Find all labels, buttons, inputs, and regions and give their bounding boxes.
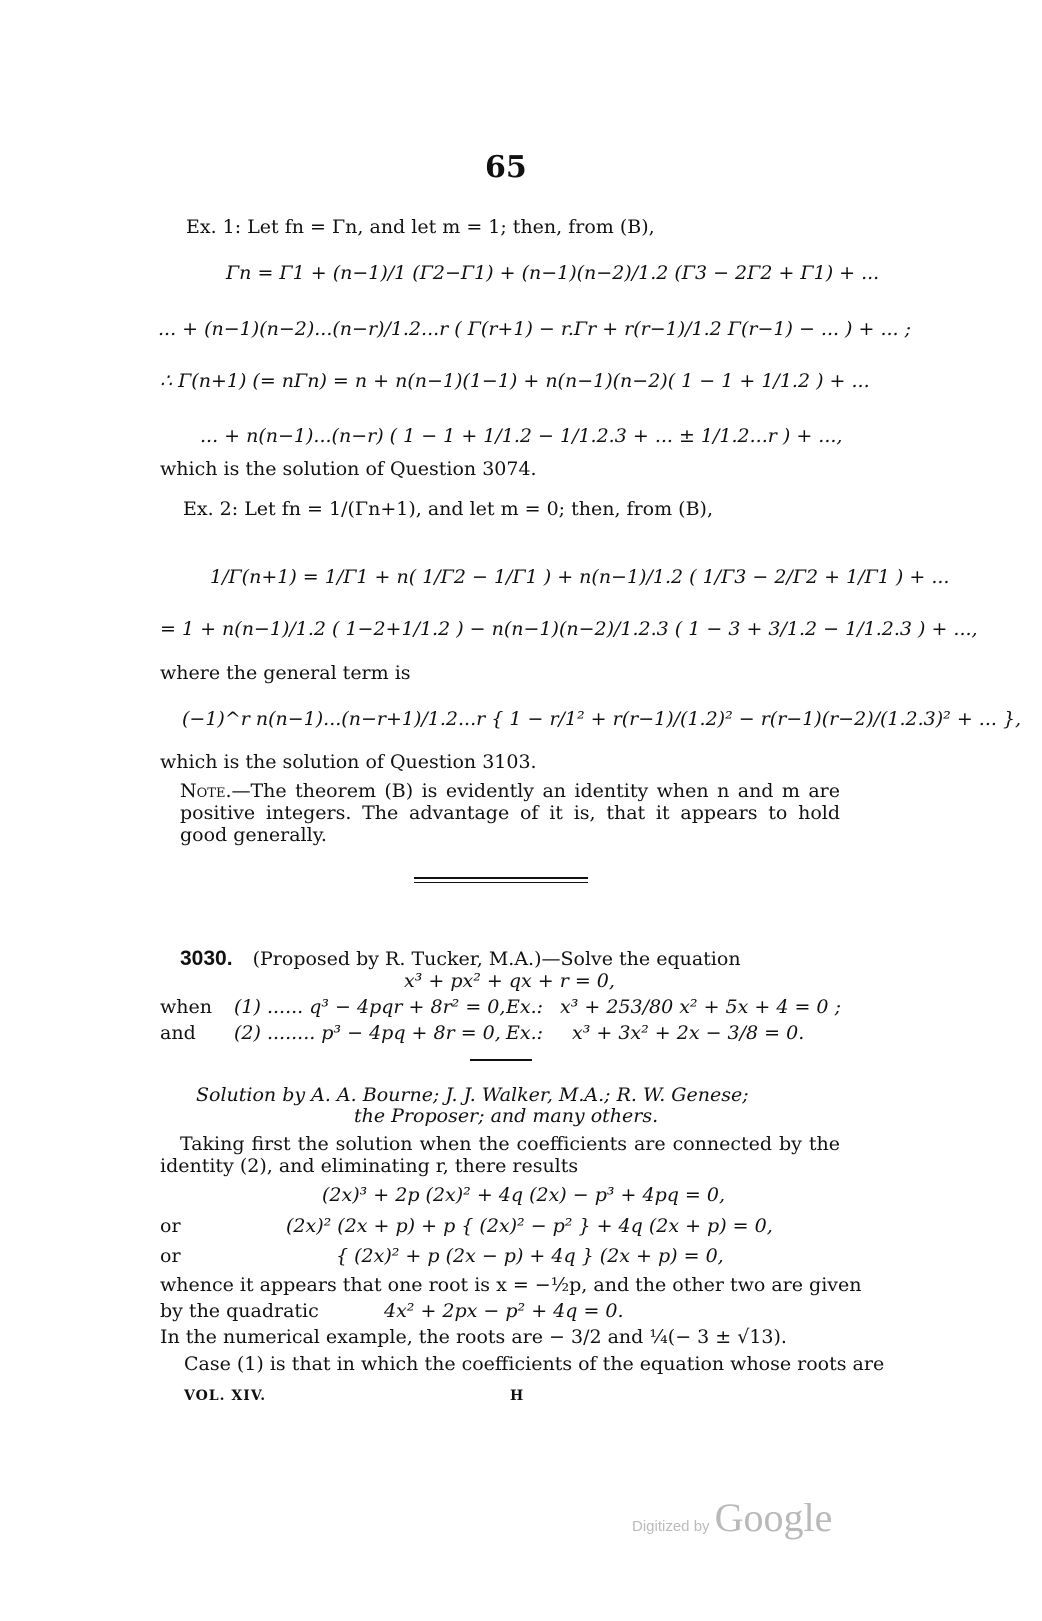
solution-paragraph-3: In the numerical example, the roots are − 3/2 and ¼(− 3 ± √13). — [160, 1326, 787, 1348]
ex2-equation-2: = 1 + n(n−1)/1.2 ( 1−2+1/1.2 ) − n(n−1)(n−2)/1.2.3 ( 1 − 3 + 3/1.2 − 1/1.2.3 ) + ..., — [160, 618, 978, 640]
solution-paragraph-4: Case (1) is that in which the coefficients of the equation whose roots are — [184, 1353, 885, 1375]
section-divider-top — [414, 877, 588, 879]
digitized-watermark — [632, 1494, 832, 1541]
page-number: 65 — [485, 150, 527, 185]
section-divider-bottom — [414, 882, 588, 883]
question-equation: x³ + px² + qx + r = 0, — [404, 970, 615, 992]
solution-step-3: { (2x)² + p (2x − p) + 4q } (2x + p) = 0, — [336, 1245, 724, 1267]
ex1-intro: Ex. 1: Let fn = Γn, and let m = 1; then, from (B), — [186, 216, 655, 238]
solution-paragraph-1: Taking first the solution when the coefficients are connected by the identity (2), and eliminating r, there results — [160, 1133, 840, 1177]
condition-2-example: x³ + 3x² + 2x − 3/8 = 0. — [572, 1022, 805, 1044]
solution-byline-2: the Proposer; and many others. — [354, 1105, 659, 1127]
solution-step-1: (2x)³ + 2p (2x)² + 4q (2x) − p³ + 4pq = 0, — [322, 1184, 726, 1206]
footer-signature: H — [510, 1388, 525, 1404]
google-logo: Google — [714, 1495, 833, 1540]
ex1-equation-1: Γn = Γ1 + (n−1)/1 (Γ2−Γ1) + (n−1)(n−2)/1.2 (Γ3 − 2Γ2 + Γ1) + ... — [226, 262, 880, 284]
condition-1: (1) ...... q³ − 4pqr + 8r² = 0, — [234, 996, 506, 1018]
ex1-equation-4: ... + n(n−1)...(n−r) ( 1 − 1 + 1/1.2 − 1/1.2.3 + ... ± 1/1.2...r ) + ..., — [200, 425, 843, 447]
solution-byline-1: Solution by A. A. Bourne; J. J. Walker, M.A.; R. W. Genese; — [196, 1084, 749, 1106]
footer-volume: VOL. XIV. — [184, 1388, 267, 1404]
ex2-general-term: (−1)^r n(n−1)...(n−r+1)/1.2...r { 1 − r/1² + r(r−1)/(1.2)² − r(r−1)(r−2)/(1.2.3)² + ... }, — [182, 708, 1022, 730]
condition-1-example: x³ + 253/80 x² + 5x + 4 = 0 ; — [560, 996, 841, 1018]
watermark-small-text: Digitized by — [632, 1518, 710, 1535]
note-label: Note. — [180, 780, 232, 802]
ex2-intro: Ex. 2: Let fn = 1/(Γn+1), and let m = 0; then, from (B), — [183, 498, 713, 520]
solution-quadratic: 4x² + 2px − p² + 4q = 0. — [384, 1300, 624, 1322]
short-divider — [470, 1059, 532, 1061]
condition-1-example-label: Ex.: — [506, 996, 544, 1018]
or-label-1: or — [160, 1215, 181, 1237]
condition-2: (2) ........ p³ − 4pq + 8r = 0, — [234, 1022, 501, 1044]
question-proposer: (Proposed by R. Tucker, M.A.)—Solve the equation — [252, 948, 741, 970]
question-number: 3030. — [180, 947, 233, 970]
when-label: when — [160, 996, 212, 1018]
solution-paragraph-2a: whence it appears that one root is x = −½p, and the other two are given — [160, 1274, 862, 1296]
ex1-equation-2: ... + (n−1)(n−2)...(n−r)/1.2...r ( Γ(r+1) − r.Γr + r(r−1)/1.2 Γ(r−1) − ... ) + ... ; — [158, 318, 912, 340]
ex2-equation-1: 1/Γ(n+1) = 1/Γ1 + n( 1/Γ2 − 1/Γ1 ) + n(n−1)/1.2 ( 1/Γ3 − 2/Γ2 + 1/Γ1 ) + ... — [210, 566, 950, 588]
solution-step-2: (2x)² (2x + p) + p { (2x)² − p² } + 4q (2x + p) = 0, — [286, 1215, 773, 1237]
ex1-conclusion: which is the solution of Question 3074. — [160, 458, 537, 480]
or-label-2: or — [160, 1245, 181, 1267]
ex1-equation-3: ∴ Γ(n+1) (= nΓn) = n + n(n−1)(1−1) + n(n−1)(n−2)( 1 − 1 + 1/1.2 ) + ... — [160, 370, 870, 392]
condition-2-example-label: Ex.: — [506, 1022, 544, 1044]
and-label: and — [160, 1022, 196, 1044]
ex2-general-term-label: where the general term is — [160, 662, 411, 684]
note-paragraph — [180, 780, 840, 846]
note-text: —The theorem (B) is evidently an identity when n and m are positive integers. The advantage of it is, that it appears to hold good generally. — [180, 780, 840, 846]
solution-paragraph-2b-label: by the quadratic — [160, 1300, 319, 1322]
ex2-conclusion: which is the solution of Question 3103. — [160, 751, 537, 773]
